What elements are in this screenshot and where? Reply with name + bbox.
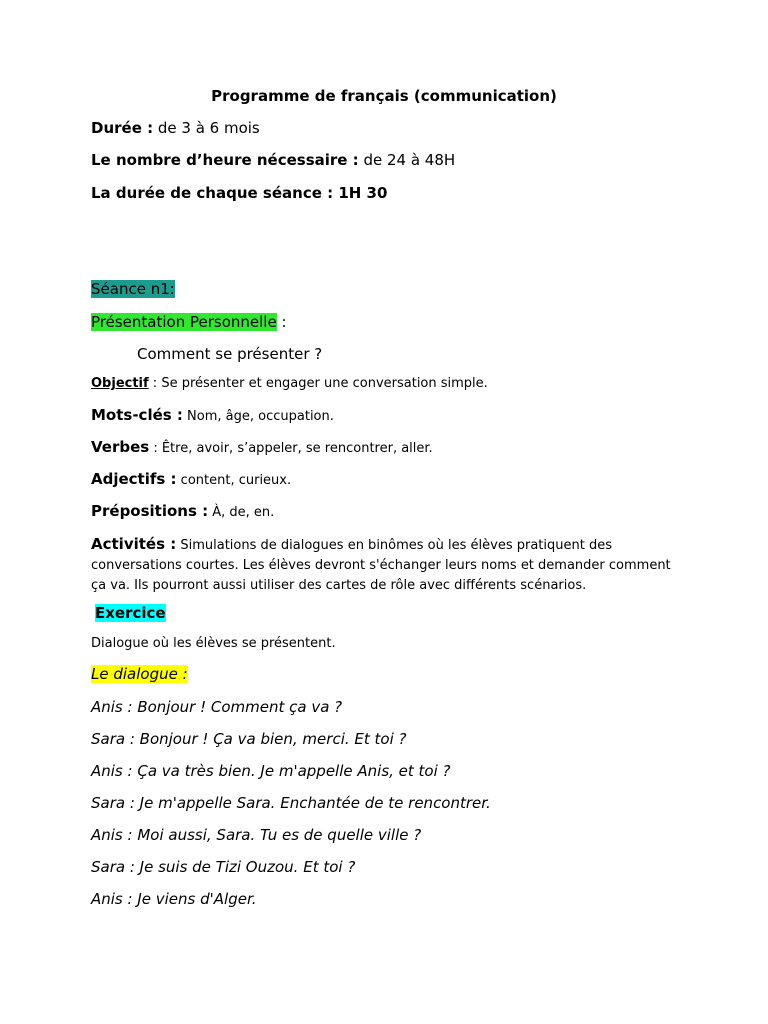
prepositions-line [91,502,274,520]
heures-line [91,151,455,169]
exercice-heading: Exercice [95,604,166,622]
session-heading: Séance n1: [91,280,175,298]
activites-label: Activités : [91,535,177,553]
heures-label: Le nombre d’heure nécessaire : [91,151,359,169]
dialogue-line: Anis : Moi aussi, Sara. Tu es de quelle ville ? [91,826,422,844]
activites-paragraph [91,534,681,596]
activites-value: Simulations de dialogues en binômes où les élèves pratiquent des conversations courtes. Les élèves devront s'échanger leurs noms et demander comment ça va. Ils pourront aussi utiliser des cartes de rôle avec différents scénarios. [91,538,671,593]
session-topic: Présentation Personnelle [91,313,277,331]
dialogue-line: Anis : Bonjour ! Comment ça va ? [91,698,343,716]
duree-value: de 3 à 6 mois [153,119,260,137]
dialogue-line: Sara : Bonjour ! Ça va bien, merci. Et toi ? [91,730,407,748]
verbes-line [91,438,433,456]
seance-duration-line: La durée de chaque séance : 1H 30 [91,184,388,202]
document-title: Programme de français (communication) [211,87,557,105]
adjectifs-value: content, curieux. [176,473,292,488]
adjectifs-line [91,470,291,488]
exercice-description: Dialogue où les élèves se présentent. [91,636,336,651]
objectif-value: : Se présenter et engager une conversation simple. [148,376,488,391]
session-question: Comment se présenter ? [137,345,323,363]
heures-value: de 24 à 48H [358,151,456,169]
objectif-line [91,376,488,391]
mots-cles-line [91,406,334,424]
dialogue-line: Sara : Je suis de Tizi Ouzou. Et toi ? [91,858,356,876]
mots-cles-value: Nom, âge, occupation. [182,409,334,424]
objectif-label: Objectif [91,376,149,391]
dialogue-line: Anis : Ça va très bien. Je m'appelle Anis, et toi ? [91,762,451,780]
dialogue-line: Sara : Je m'appelle Sara. Enchantée de te rencontrer. [91,794,491,812]
adjectifs-label: Adjectifs : [91,470,177,488]
session-heading-line [91,280,175,298]
mots-cles-label: Mots-clés : [91,406,183,424]
dialogue-line: Anis : Je viens d'Alger. [91,890,257,908]
verbes-label: Verbes [91,438,150,456]
dialogue-heading: Le dialogue : [91,665,188,683]
session-topic-suffix: : [276,313,287,331]
exercice-heading-line [95,604,166,622]
duree-label: Durée : [91,119,154,137]
dialogue-heading-line [91,665,188,683]
duree-line [91,119,260,137]
prepositions-label: Prépositions : [91,502,209,520]
prepositions-value: À, de, en. [208,505,275,520]
verbes-value: : Être, avoir, s’appeler, se rencontrer, aller. [149,441,433,456]
session-topic-line [91,313,287,331]
